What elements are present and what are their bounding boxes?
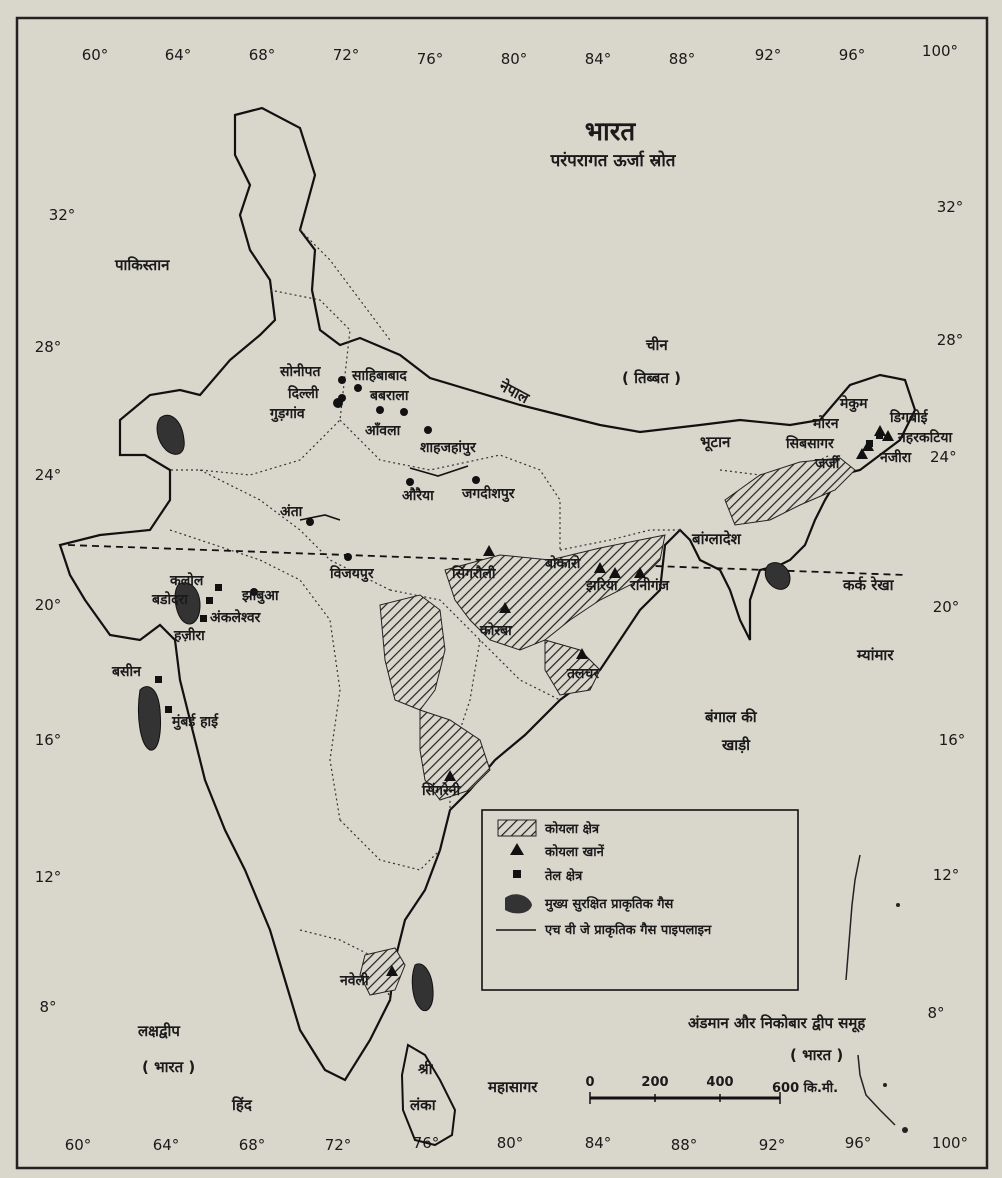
country-bhutan: भूटान: [700, 433, 731, 451]
lon-label: 84°: [584, 1134, 612, 1152]
scale-tick-label: 0: [585, 1075, 595, 1090]
place-ankleshwar: अंकलेश्वर: [210, 610, 261, 626]
place-sahibabad: साहिबाबाद: [352, 368, 407, 384]
place-raniganj: रानीगंज: [630, 578, 670, 594]
place-talcher: तलचर: [567, 666, 600, 682]
lat-label: 16°: [34, 731, 62, 749]
place-vadodara: बडोदरा: [152, 592, 188, 608]
lon-label: 100°: [931, 1134, 969, 1152]
lon-label: 68°: [248, 46, 276, 64]
lat-label: 32°: [936, 198, 964, 216]
lon-label: 68°: [238, 1136, 266, 1154]
andaman-islands: [846, 855, 895, 1125]
country-lanka: लंका: [410, 1096, 436, 1114]
place-anta: अंता: [280, 504, 303, 520]
place-mekum: मेकुम: [840, 396, 868, 412]
lat-label: 20°: [932, 598, 960, 616]
place-nazira: नजीरा: [880, 450, 912, 466]
place-digboi: डिगबोई: [890, 410, 928, 426]
lat-label: 28°: [34, 338, 62, 356]
indian-ocean-label-hind: हिंद: [232, 1096, 252, 1114]
lon-label: 92°: [758, 1136, 786, 1154]
andaman-sub-label: ( भारत ): [790, 1046, 844, 1064]
place-auraiya: औरैया: [402, 488, 434, 504]
place-nazira-degree: 24°: [930, 448, 957, 466]
lon-label: 76°: [412, 1134, 440, 1152]
right-latitude-labels: [927, 198, 965, 1022]
country-nepal: नेपाल: [496, 376, 533, 408]
legend-oil-field-label: तेल क्षेत्र: [545, 869, 583, 884]
lon-label: 88°: [670, 1136, 698, 1154]
scale-tick-label: 200: [641, 1075, 669, 1090]
place-hazira: हज़ीरा: [174, 628, 205, 644]
place-sibsagar: सिबसागर: [786, 436, 834, 452]
scale-bar: [585, 1075, 838, 1104]
scale-tick-label: 600 कि.मी.: [772, 1081, 839, 1096]
place-vijaypur: विजयपुर: [330, 566, 374, 582]
hvj-pipeline: [300, 466, 468, 520]
place-jorhat: जर्जी: [815, 456, 840, 472]
lon-label: 100°: [921, 42, 959, 60]
top-longitude-labels: [82, 42, 958, 68]
lon-label: 84°: [584, 50, 612, 68]
country-myanmar: म्यांमार: [857, 646, 894, 664]
country-china: चीन: [646, 336, 668, 354]
place-naharkatiya: नहरकटिया: [898, 430, 953, 446]
lon-label: 60°: [64, 1136, 92, 1154]
place-shahjahanpur: शाहजहांपुर: [420, 440, 476, 456]
place-bokaro: बोकारो: [545, 556, 581, 572]
legend-coal-field-label: कोयला क्षेत्र: [545, 822, 600, 837]
tropic-of-cancer-label: कर्क रेखा: [843, 576, 894, 594]
lakshadweep-label: लक्षद्वीप: [138, 1022, 180, 1040]
scale-tick-label: 400: [706, 1075, 734, 1090]
lon-label: 80°: [496, 1134, 524, 1152]
bay-of-bengal-label-2: खाड़ी: [722, 736, 751, 754]
lat-label: 28°: [936, 331, 964, 349]
nicobar-dots: [883, 903, 908, 1133]
place-jharia: झरिया: [586, 578, 618, 594]
lon-label: 64°: [152, 1136, 180, 1154]
lon-label: 72°: [332, 46, 360, 64]
place-delhi: दिल्ली: [288, 386, 319, 402]
lat-label: 20°: [34, 596, 62, 614]
lon-label: 88°: [668, 50, 696, 68]
andaman-label: अंडमान और निकोबार द्वीप समूह: [688, 1014, 866, 1032]
place-moran: मोरन: [813, 416, 839, 432]
place-kalol: कलोल: [170, 573, 204, 589]
lat-label: 32°: [48, 206, 76, 224]
place-gurgaon: गुड़गांव: [270, 406, 305, 422]
lon-label: 64°: [164, 46, 192, 64]
legend-oil-field-swatch: [513, 870, 521, 878]
country-pakistan: पाकिस्तान: [115, 256, 170, 274]
map-title: भारत: [584, 117, 636, 147]
bay-of-bengal-label-1: बंगाल की: [705, 708, 757, 726]
indian-ocean-label-mahasagar: महासागर: [488, 1078, 538, 1096]
place-bassein: बसीन: [112, 664, 141, 680]
place-jagdishpur: जगदीशपुर: [462, 486, 515, 502]
lakshadweep-sub-label: ( भारत ): [142, 1058, 196, 1076]
legend-gas-label: मुख्य सुरक्षित प्राकृतिक गैस: [545, 897, 674, 912]
legend: [482, 810, 798, 990]
country-tibet: ( तिब्बत ): [622, 369, 681, 387]
place-korba: कोरबा: [480, 623, 512, 639]
legend-coal-field-swatch: [498, 820, 536, 836]
lat-label: 24°: [34, 466, 62, 484]
place-jhabua: झाबुआ: [242, 588, 279, 604]
lat-label: 16°: [938, 731, 966, 749]
lon-label: 76°: [416, 50, 444, 68]
bottom-longitude-labels: [65, 1134, 968, 1154]
lon-label: 60°: [81, 46, 109, 64]
map-subtitle: परंपरागत ऊर्जा स्रोत: [550, 151, 676, 171]
country-bangladesh: बांग्लादेश: [692, 530, 741, 548]
legend-coal-mines-label: कोयला खानें: [545, 845, 604, 860]
lat-label: 8°: [39, 998, 57, 1016]
place-neyveli: नवेली: [340, 973, 369, 989]
lat-label: 12°: [932, 866, 960, 884]
place-sonipat: सोनीपत: [280, 364, 321, 380]
place-babrala: बबराला: [370, 388, 409, 404]
place-aonla: आँवला: [365, 423, 401, 439]
lon-label: 72°: [324, 1136, 352, 1154]
place-singareni: सिंगरेनी: [422, 783, 461, 799]
lon-label: 96°: [838, 46, 866, 64]
legend-pipeline-label: एच वी जे प्राकृतिक गैस पाइपलाइन: [545, 923, 712, 938]
place-singrauli: सिंगरौली: [452, 566, 496, 582]
lon-label: 92°: [754, 46, 782, 64]
lon-label: 96°: [844, 1134, 872, 1152]
country-sri: श्री: [418, 1060, 433, 1078]
place-mumbai-high: मुंबई हाई: [172, 714, 219, 730]
lat-label: 12°: [34, 868, 62, 886]
lat-label: 8°: [927, 1004, 945, 1022]
lon-label: 80°: [500, 50, 528, 68]
left-latitude-labels: [35, 206, 76, 1016]
